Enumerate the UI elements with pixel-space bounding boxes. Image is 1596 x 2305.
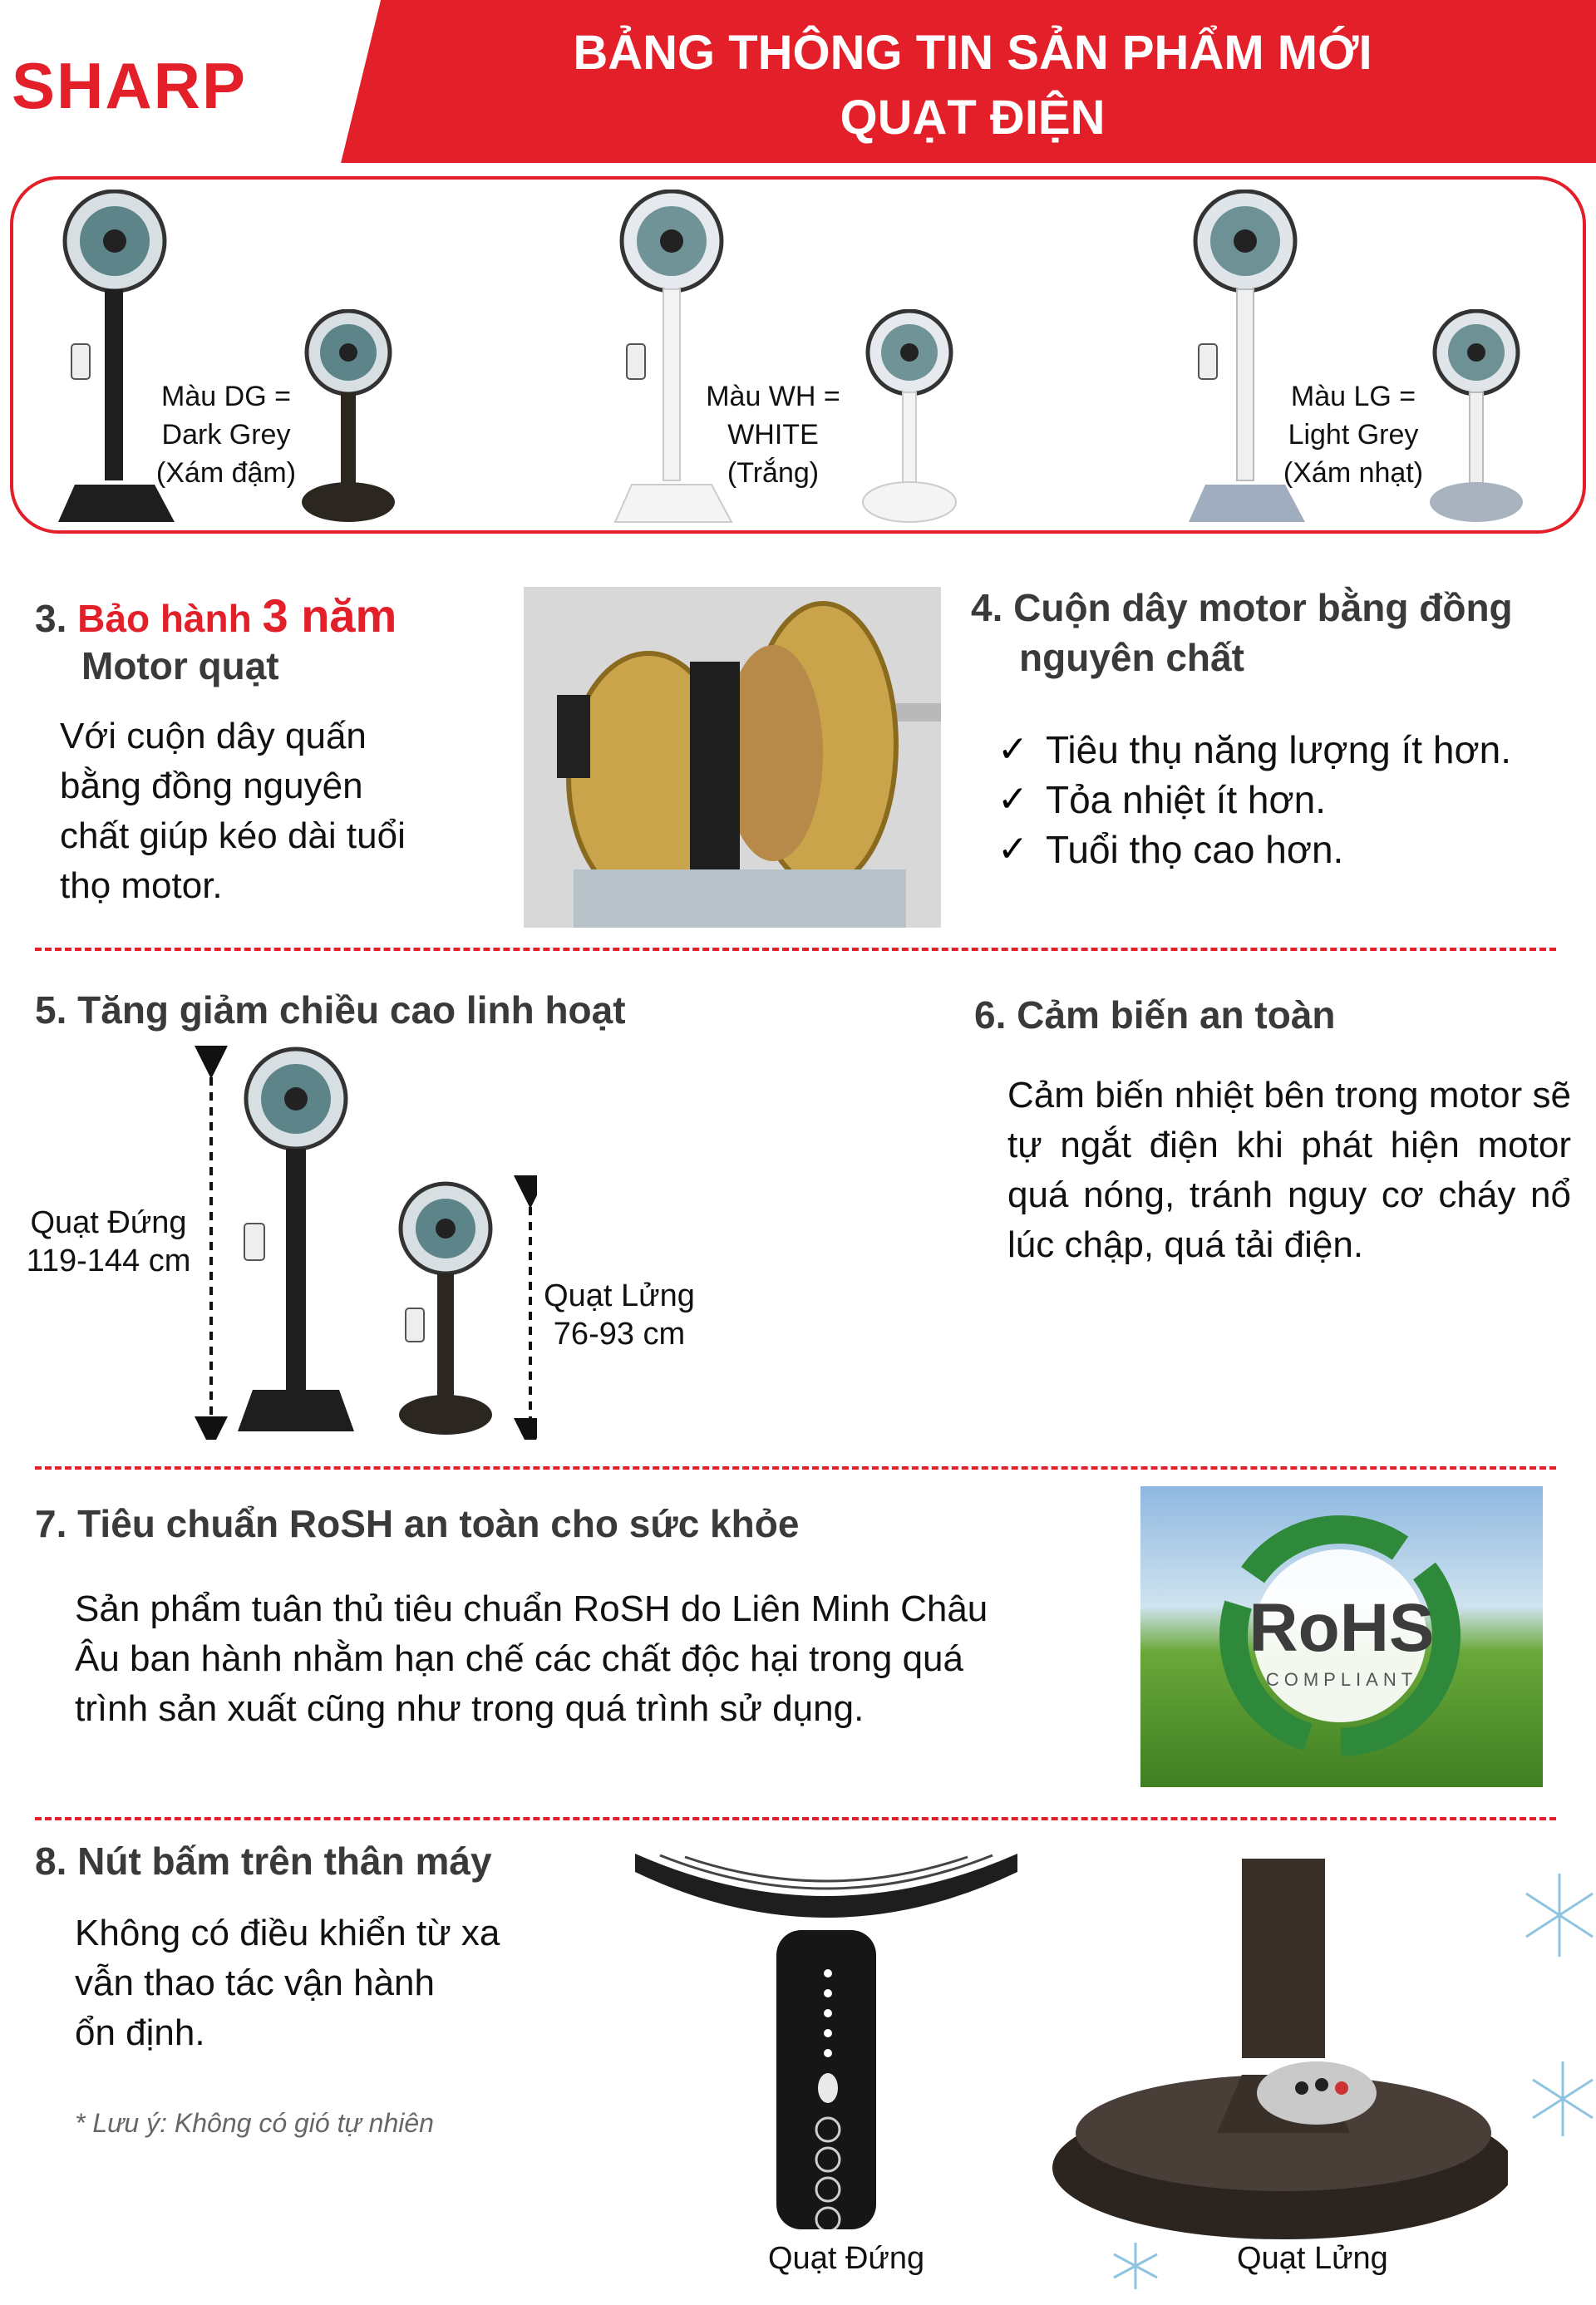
checkmark-icon: ✓ [998, 779, 1028, 820]
list-item: ✓ Tuổi thọ cao hơn. [998, 825, 1511, 874]
copper-motor-image [524, 587, 941, 928]
rohs-compliant-text: COMPLIANT [1265, 1669, 1418, 1690]
table-fan-caption: Quạt Lửng [1237, 2241, 1388, 2276]
footnote: * Lưu ý: Không có gió tự nhiên [75, 2108, 434, 2138]
page-subtitle: QUẠT ĐIỆN [840, 91, 1106, 145]
variant-label-light-grey: Màu LG = Light Grey (Xám nhạt) [1283, 381, 1424, 489]
rohs-badge-text: RoHS [1249, 1590, 1435, 1666]
copper-benefits-list [998, 725, 1511, 874]
standing-fan-caption: Quạt Đứng [768, 2241, 925, 2276]
snowflake-icon [1109, 2239, 1162, 2293]
checkmark-icon: ✓ [998, 729, 1028, 770]
sharp-logo: SHARP [12, 49, 248, 122]
rohs-badge-image [1140, 1486, 1543, 1787]
section-copper-title-line2: nguyên chất [1019, 636, 1244, 679]
snowflake-icon [1523, 1865, 1596, 1965]
section-sensor-body: Cảm biến nhiệt bên trong motor sẽ tự ngắt điện khi phát hiện motor quá nóng, tránh nguy cơ cháy nổ lúc chập, quá tải điện. [1007, 1075, 1571, 1265]
section-buttons-body: Không có điều khiển từ xa vẫn thao tác vận hành ổn định. [75, 1913, 500, 2053]
section-sensor-title: 6. Cảm biến an toàn [974, 993, 1336, 1037]
section-height-title: 5. Tăng giảm chiều cao linh hoạt [35, 988, 626, 1032]
list-item: ✓ Tiêu thụ năng lượng ít hơn. [998, 725, 1511, 775]
section-divider [35, 948, 1556, 951]
table-fan-base-image [1042, 1859, 1508, 2241]
table-fan-height-label: Quạt Lửng 76-93 cm [544, 1278, 695, 1352]
remote-control-icon [625, 342, 648, 382]
list-item: ✓ Tỏa nhiệt ít hơn. [998, 775, 1511, 825]
variant-label-dark-grey: Màu DG = Dark Grey (Xám đậm) [155, 381, 297, 489]
page-title: BẢNG THÔNG TIN SẢN PHẨM MỚI [573, 26, 1372, 80]
checkmark-icon: ✓ [998, 829, 1028, 869]
snowflake-icon [1530, 2053, 1596, 2145]
section-rohs-title: 7. Tiêu chuẩn RoSH an toàn cho sức khỏe [35, 1502, 800, 1545]
section-warranty-subtitle: Motor quạt [81, 644, 279, 687]
section-warranty-title: 3. Bảo hành 3 năm [35, 589, 397, 642]
standing-fan-height-label: Quạt Đứng 119-144 cm [26, 1205, 191, 1278]
remote-control-icon [70, 342, 93, 382]
height-comparison-image [188, 1046, 537, 1440]
section-copper-title: 4. Cuộn dây motor bằng đồng [971, 586, 1513, 629]
section-divider [35, 1466, 1556, 1470]
section-warranty-body: Với cuộn dây quấn bằng đồng nguyên chất giúp kéo dài tuổi thọ motor. [60, 716, 406, 906]
standing-fan-buttons-image [635, 1847, 1017, 2229]
section-rohs-body: Sản phẩm tuân thủ tiêu chuẩn RoSH do Liên Minh Châu Âu ban hành nhằm hạn chế các chất độc hại trong quá trình sản xuất cũng như trong quá trình sử dụng. [75, 1588, 988, 1729]
section-buttons-title: 8. Nút bấm trên thân máy [35, 1840, 492, 1883]
section-divider [35, 1817, 1556, 1820]
variant-label-white: Màu WH = WHITE (Trắng) [706, 381, 840, 489]
remote-control-icon [1197, 342, 1220, 382]
